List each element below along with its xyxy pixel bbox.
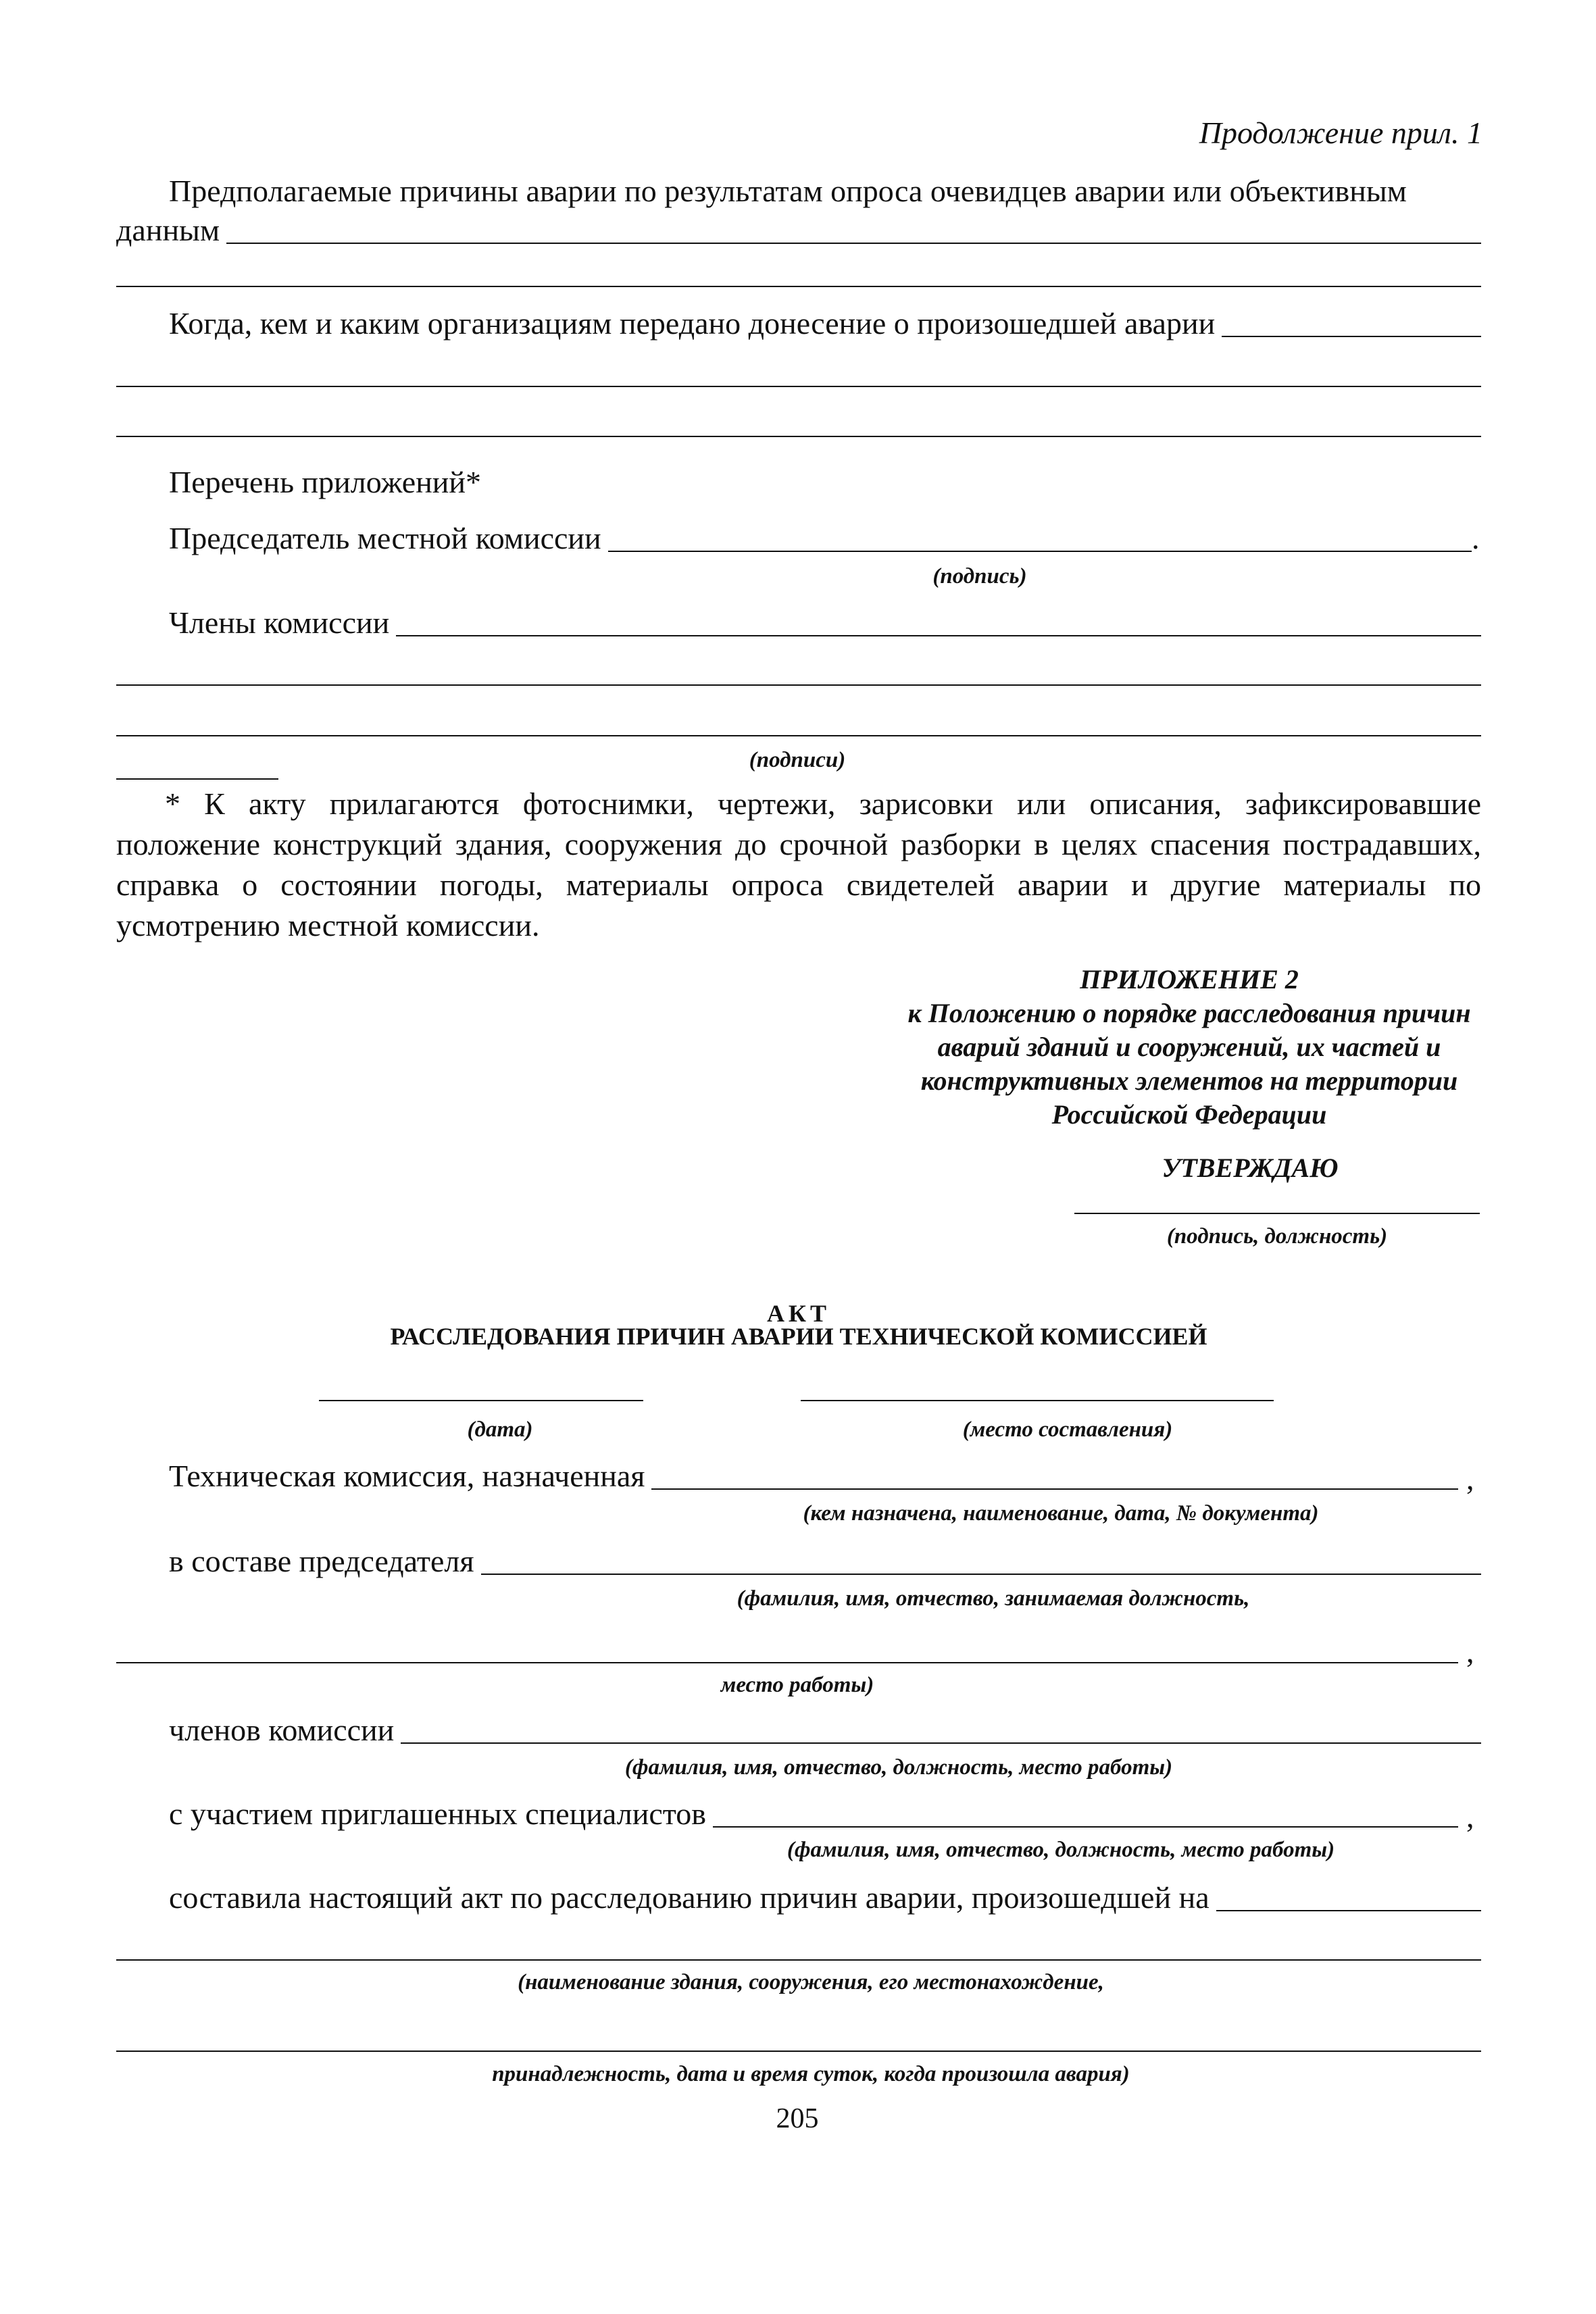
ownership-line[interactable]	[116, 2051, 1481, 2052]
act-subtitle: РАССЛЕДОВАНИЯ ПРИЧИН АВАРИИ ТЕХНИЧЕСКОЙ КОМИССИЕЙ	[390, 1323, 1207, 1350]
date-caption: (дата)	[467, 1417, 533, 1442]
approve-label: УТВЕРЖДАЮ	[1162, 1153, 1339, 1183]
act-members-fill-line	[401, 1742, 1481, 1744]
attachments-label: Перечень приложений*	[169, 465, 482, 499]
building-caption: (наименование здания, сооружения, его местонахождение,	[518, 1970, 1104, 1994]
report-field[interactable]	[169, 304, 1481, 343]
members-signatures-caption: (подписи)	[749, 748, 846, 772]
act-members-caption: (фамилия, имя, отчество, должность, место работы)	[624, 1755, 1173, 1780]
commission-fill-line	[651, 1488, 1458, 1490]
causes-label-line1: Предполагаемые причины аварии по результатам опроса очевидцев аварии или объективным	[169, 174, 1407, 208]
act-title: АКТ	[766, 1300, 831, 1327]
members-signature-line	[396, 634, 1481, 636]
act-members-label: членов комиссии	[169, 1713, 395, 1747]
members-extra-line-2[interactable]	[116, 735, 1481, 736]
chairman-signature-line	[608, 550, 1472, 552]
specialists-fill-line	[713, 1826, 1458, 1828]
appendix2-block	[892, 963, 1487, 1132]
approve-signature-line[interactable]	[1074, 1213, 1480, 1214]
report-label: Когда, кем и каким организациям передано донесение о произошедшей аварии	[169, 306, 1216, 341]
appendix2-line4: Российской Федерации	[1051, 1099, 1327, 1130]
commission-label: Техническая комиссия, назначенная	[169, 1459, 645, 1493]
report-extra-line-1[interactable]	[116, 386, 1481, 387]
chairman-dot: .	[1472, 521, 1480, 555]
footnote-text: * К акту прилагаются фотоснимки, чертежи, зарисовки или описания, зафиксировавшие положение конструкций здания, сооружения до срочной разборки в целях спасения пострадавших, справка о состоянии погоды, материалы опроса свидетелей аварии и другие материалы по усмотрению местной комиссии.	[116, 786, 1481, 942]
approve-caption: (подпись, должность)	[1166, 1224, 1388, 1249]
commission-comma: ,	[1466, 1461, 1474, 1496]
specialists-field[interactable]	[169, 1794, 1458, 1834]
ownership-caption: принадлежность, дата и время суток, когда произошла авария)	[492, 2062, 1130, 2086]
chairman-field[interactable]	[169, 519, 1472, 558]
building-line[interactable]	[116, 1959, 1481, 1961]
compiled-fill-line	[1216, 1909, 1481, 1911]
report-extra-line-2[interactable]	[116, 436, 1481, 437]
commission-caption: (кем назначена, наименование, дата, № документа)	[803, 1501, 1319, 1526]
appendix2-line1: к Положению о порядке расследования причин	[907, 998, 1471, 1028]
chair-label: в составе председателя	[169, 1544, 474, 1578]
continuation-header: Продолжение прил. 1	[1199, 116, 1482, 150]
causes-label-line2: данным	[116, 213, 220, 247]
footnote-separator	[116, 778, 278, 780]
compiled-field[interactable]	[169, 1878, 1481, 1917]
chairman-label: Председатель местной комиссии	[169, 521, 601, 555]
appendix2-title: ПРИЛОЖЕНИЕ 2	[1080, 964, 1299, 995]
act-members-field[interactable]	[169, 1711, 1481, 1750]
report-fill-line	[1222, 335, 1481, 337]
specialists-caption: (фамилия, имя, отчество, должность, место работы)	[787, 1838, 1335, 1862]
date-line[interactable]	[319, 1400, 643, 1401]
place-caption: (место составления)	[962, 1417, 1173, 1442]
chair-extra-line[interactable]	[116, 1662, 1458, 1663]
chair-caption: (фамилия, имя, отчество, занимаемая должность,	[737, 1586, 1250, 1611]
causes-field[interactable]	[116, 211, 1481, 250]
appendix2-line2: аварий зданий и сооружений, их частей и	[937, 1032, 1441, 1062]
members-extra-line-1[interactable]	[116, 684, 1481, 686]
chair-comma: ,	[1466, 1634, 1474, 1669]
specialists-label: с участием приглашенных специалистов	[169, 1796, 706, 1831]
compiled-label: составила настоящий акт по расследованию причин аварии, произошедшей на	[169, 1880, 1210, 1915]
workplace-caption: место работы)	[720, 1673, 874, 1697]
members-field[interactable]	[169, 603, 1481, 643]
commission-field[interactable]	[169, 1457, 1458, 1496]
chair-fill-line	[481, 1573, 1481, 1575]
chairman-signature-caption: (подпись)	[932, 564, 1027, 588]
page-number: 205	[776, 2103, 819, 2134]
members-label: Члены комиссии	[169, 605, 390, 640]
place-line[interactable]	[801, 1400, 1274, 1401]
chair-field[interactable]	[169, 1542, 1481, 1581]
causes-extra-line[interactable]	[116, 286, 1481, 287]
causes-fill-line	[226, 242, 1481, 244]
appendix2-line3: конструктивных элементов на территории	[920, 1065, 1458, 1096]
specialists-comma: ,	[1466, 1799, 1474, 1834]
